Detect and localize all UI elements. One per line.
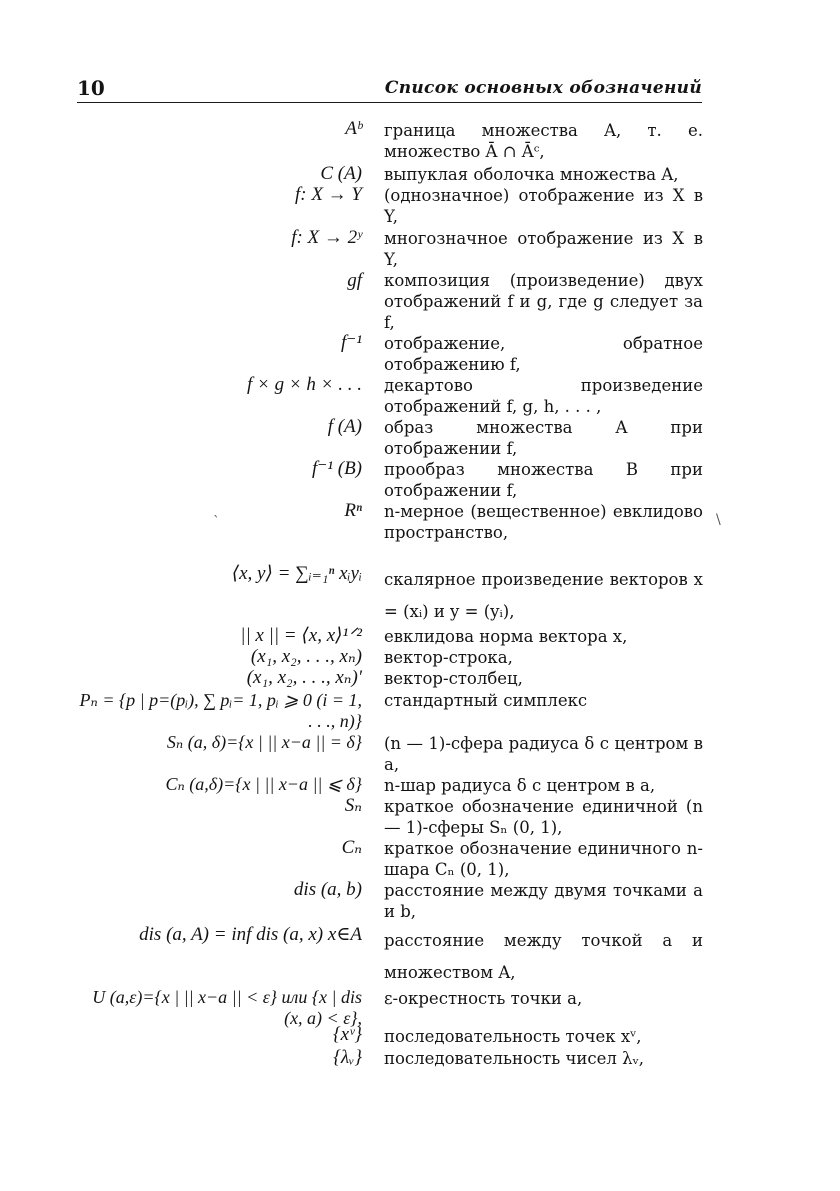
notation-symbol: f (A) [327,416,362,437]
notation-symbol: gf [347,270,362,291]
notation-description: прообраз множества B при отображении f, [384,460,703,500]
notation-description: (однозначное) отображение из X в Y, [384,186,703,226]
notation-symbol: f: X → 2ʸ [291,227,362,248]
notation-symbol: Cₙ (a,δ)={x | || x−a || ⩽ δ} [165,774,362,794]
notation-symbol: (x₁, x₂, . . ., xₙ)′ [246,667,362,688]
notation-description: отображение, обратное отображению f, [384,334,703,374]
notation-description: последовательность чисел λᵥ, [384,1049,645,1068]
notation-description: (n — 1)-сфера радиуса δ с центром в a, [384,734,703,774]
notation-symbol: Rⁿ [344,500,362,521]
notation-symbol: dis (a, b) [293,879,362,900]
notation-description: евклидова норма вектора x, [384,627,628,646]
notation-symbol: Aᵇ [345,118,362,139]
notation-description: n-шар радиуса δ с центром в a, [384,776,656,795]
print-speck: \ [716,512,721,528]
notation-description: декартово произведение отображений f, g, h, . . . , [384,376,703,416]
running-title: Список основных обозначений [384,78,702,98]
notation-description: многозначное отображение из X в Y, [384,229,703,269]
notation-description: вектор-столбец, [384,669,523,688]
notation-description: вектор-строка, [384,648,513,667]
notation-description: расстояние между точкой a и множеством A, [384,931,703,982]
notation-symbol: U (a,ε)={x | || x−a || < ε} или {x | dis (x, a) < ε}, [92,987,362,1028]
notation-description: расстояние между двумя точками a и b, [384,881,703,921]
notation-symbol: || x || = ⟨x, x⟩¹ᐟ² [240,625,362,646]
print-speck: ˋ [213,514,220,530]
notation-symbol: Cₙ [341,837,362,858]
notation-description: образ множества A при отображении f, [384,418,703,458]
notation-description: ε-окрестность точки a, [384,989,583,1008]
notation-symbol: {xᵛ} [333,1024,362,1045]
notation-description: композиция (произведение) двух отображений f и g, где g следует за f, [384,271,703,332]
notation-symbol: dis (a, A) = inf dis (a, x) x∈A [139,924,362,945]
page-number: 10 [77,76,105,100]
notation-symbol: f⁻¹ (B) [311,458,362,479]
notation-description: скалярное произведение векторов x = (xᵢ) и y = (yᵢ), [384,570,703,621]
notation-symbol: f × g × h × . . . [247,374,362,395]
notation-description: выпуклая оболочка множества A, [384,165,679,184]
notation-description: последовательность точек xᵛ, [384,1027,642,1046]
notation-symbol: Pₙ = {p | p=(pᵢ), ∑ pᵢ= 1, pᵢ ⩾ 0 (i = 1, . . ., n)} [79,690,362,731]
notation-symbol: Sₙ (a, δ)={x | || x−a || = δ} [166,732,362,752]
notation-symbol: f⁻¹ [340,332,362,353]
notation-symbol: C (A) [320,163,362,184]
notation-description: граница множества A, т. е. множество Ā ∩ Āᶜ, [384,121,703,161]
notation-symbol: Sₙ [344,795,362,816]
notation-symbol: ⟨x, y⟩ = ∑ᵢ₌₁ⁿ xᵢyᵢ [231,563,362,584]
notation-symbol: f: X → Y [294,184,362,205]
notation-symbol: (x₁, x₂, . . ., xₙ) [250,646,362,667]
notation-symbol: {λᵥ} [333,1047,362,1068]
notation-description: стандартный симплекс [384,691,588,710]
notation-description: n-мерное (вещественное) евклидово пространство, [384,502,703,542]
notation-description: краткое обозначение единичной (n — 1)-сферы Sₙ (0, 1), [384,797,703,837]
notation-description: краткое обозначение единичного n-шара Cₙ (0, 1), [384,839,703,879]
